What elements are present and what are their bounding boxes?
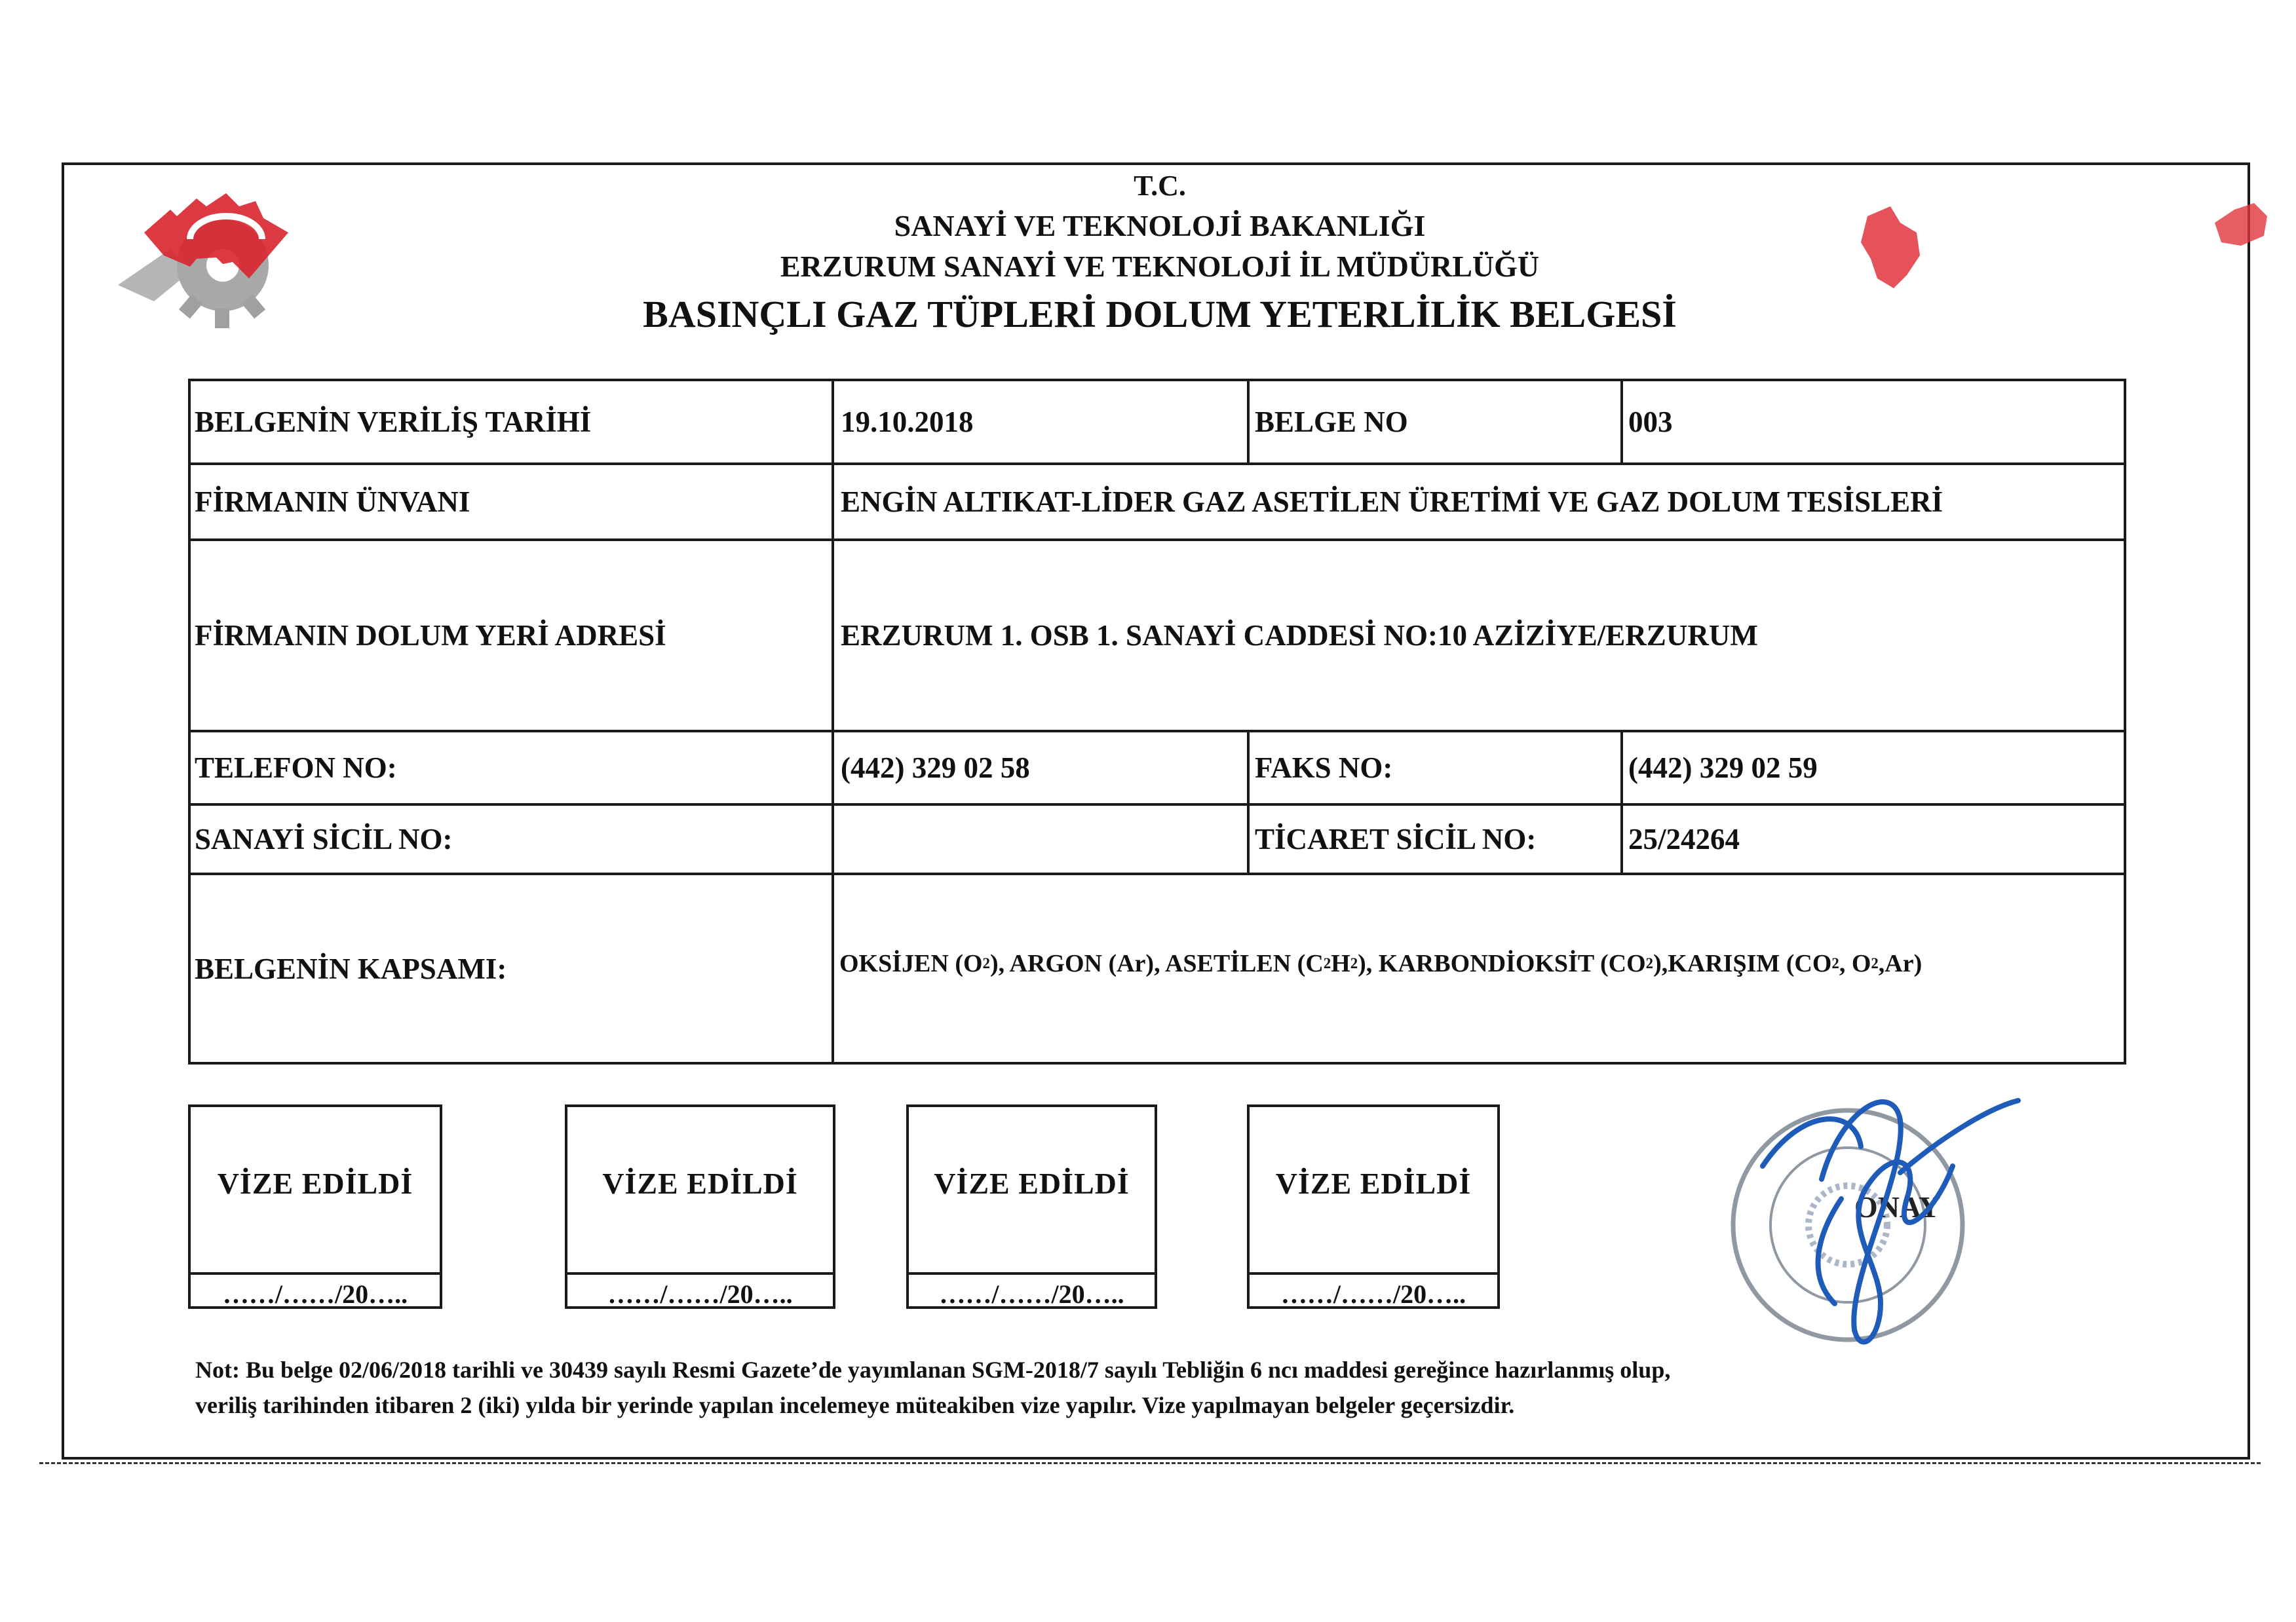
trade-reg-value: 25/24264 bbox=[1628, 823, 1740, 856]
address-label: FİRMANIN DOLUM YERİ ADRESİ bbox=[195, 619, 666, 652]
stamp-onay-text: ONAY bbox=[1854, 1190, 1941, 1224]
official-stamp-signature bbox=[1684, 1068, 2051, 1369]
visa-date: ……/……/20….. bbox=[1280, 1279, 1466, 1309]
document-bottom-edge bbox=[39, 1462, 2261, 1464]
visa-date: ……/……/20….. bbox=[607, 1279, 793, 1309]
scope-value: OKSİJEN (O 2 ), ARGON (Ar), ASETİLEN (C 2 H 2 ), KARBONDİOKSİT (CO 2 ),KARIŞIM (CO 2 , O 2 ,Ar) bbox=[839, 950, 1923, 977]
legal-note-line-2: veriliş tarihinden itibaren 2 (iki) yılda bir yerinde yapılan incelemeye müteakiben vize yapılır. Vize yapılmayan belgeler geçersizdir. bbox=[195, 1392, 1515, 1418]
visa-box-2 bbox=[565, 1104, 835, 1309]
fax-value: (442) 329 02 59 bbox=[1628, 751, 1818, 784]
round-seal-icon bbox=[1733, 1110, 1962, 1340]
issue-date-label: BELGENİN VERİLİŞ TARİHİ bbox=[195, 406, 592, 438]
red-stamp-mark-edge bbox=[2202, 197, 2274, 262]
header-directorate: ERZURUM SANAYİ VE TEKNOLOJİ İL MÜDÜRLÜĞÜ bbox=[780, 250, 1540, 283]
visa-box-1 bbox=[188, 1104, 442, 1309]
visa-title: VİZE EDİLDİ bbox=[602, 1167, 798, 1200]
address-value: ERZURUM 1. OSB 1. SANAYİ CADDESİ NO:10 AZİZİYE/ERZURUM bbox=[841, 619, 1758, 652]
gear-logo-icon bbox=[118, 193, 288, 328]
issue-date-value: 19.10.2018 bbox=[841, 406, 974, 438]
fax-label: FAKS NO: bbox=[1255, 751, 1393, 784]
doc-no-value: 003 bbox=[1628, 406, 1673, 438]
header-ministry: SANAYİ VE TEKNOLOJİ BAKANLIĞI bbox=[894, 209, 1426, 242]
visa-box-4 bbox=[1247, 1104, 1500, 1309]
ministry-logo bbox=[92, 187, 301, 344]
visa-date: ……/……/20….. bbox=[939, 1279, 1124, 1309]
company-label: FİRMANIN ÜNVANI bbox=[195, 485, 470, 518]
visa-title: VİZE EDİLDİ bbox=[217, 1167, 413, 1200]
legal-note-line-1: Not: Bu belge 02/06/2018 tarihli ve 30439 sayılı Resmi Gazete’de yayımlanan SGM-2018/7 sayılı Tebliğin 6 ncı maddesi gereğince hazırlanmış olup, bbox=[195, 1357, 1671, 1383]
info-table bbox=[188, 379, 2126, 1065]
industry-reg-label: SANAYİ SİCİL NO: bbox=[195, 823, 453, 856]
phone-label: TELEFON NO: bbox=[195, 751, 397, 784]
document-title: BASINÇLI GAZ TÜPLERİ DOLUM YETERLİLİK BELGESİ bbox=[643, 293, 1677, 335]
visa-title: VİZE EDİLDİ bbox=[934, 1167, 1130, 1200]
company-value: ENGİN ALTIKAT-LİDER GAZ ASETİLEN ÜRETİMİ VE GAZ DOLUM TESİSLERİ bbox=[841, 485, 1943, 518]
phone-value: (442) 329 02 58 bbox=[841, 751, 1030, 784]
header-tc: T.C. bbox=[1134, 170, 1186, 202]
visa-box-3 bbox=[906, 1104, 1157, 1309]
doc-no-label: BELGE NO bbox=[1255, 406, 1408, 438]
visa-title: VİZE EDİLDİ bbox=[1275, 1167, 1472, 1200]
scope-label: BELGENİN KAPSAMI: bbox=[195, 952, 507, 985]
visa-date: ……/……/20….. bbox=[222, 1279, 408, 1309]
red-stamp-mark bbox=[1854, 203, 1933, 295]
trade-reg-label: TİCARET SİCİL NO: bbox=[1255, 823, 1537, 856]
